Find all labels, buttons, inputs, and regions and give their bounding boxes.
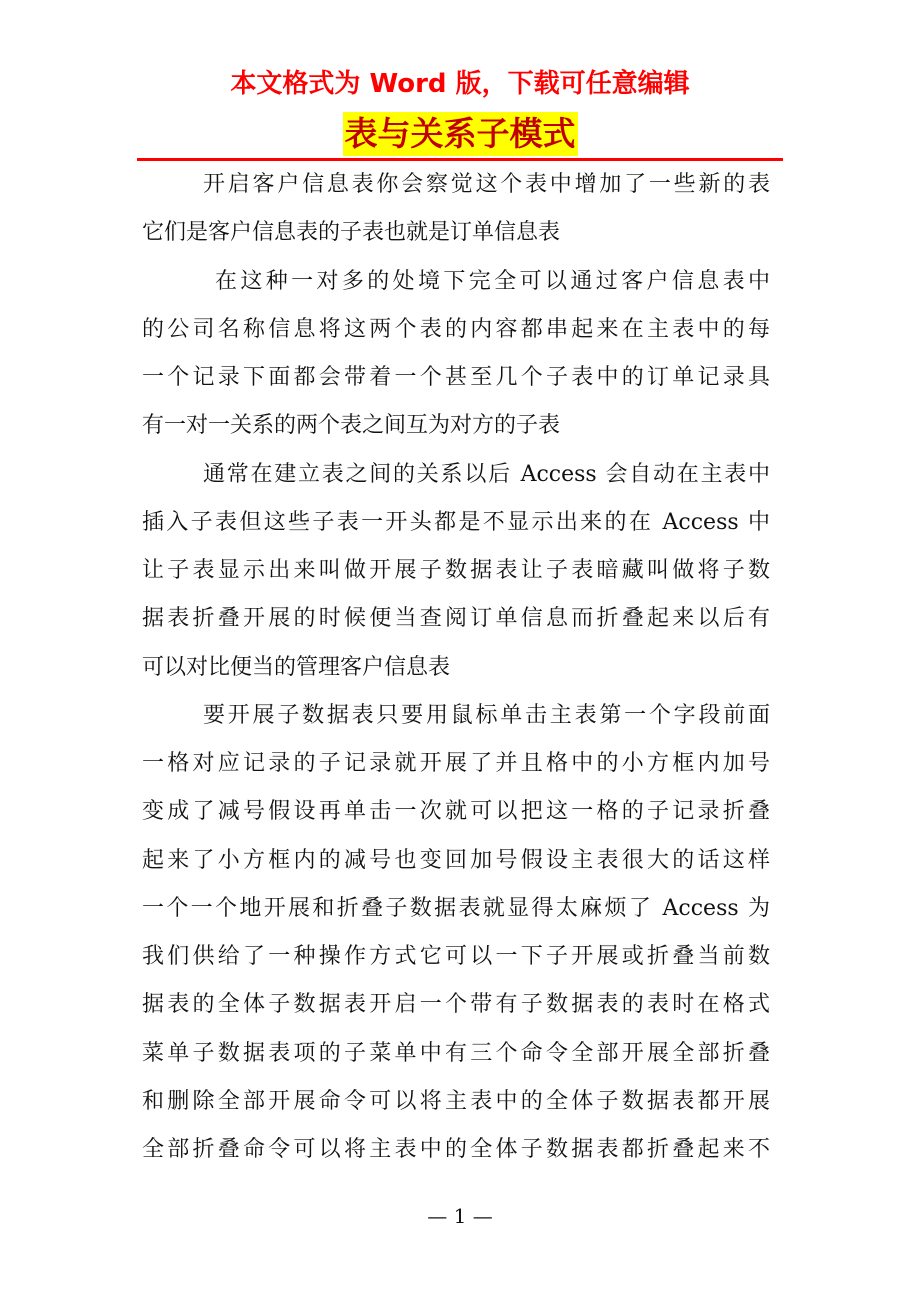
paragraph-line: 开启客户信息表你会察觉这个表中增加了一些新的表	[203, 172, 770, 197]
paragraph-line: 起来了小方框内的减号也变回加号假设主表很大的话这样	[142, 847, 770, 873]
paragraph-line: 在这种一对多的处境下完全可以通过客户信息表中	[215, 268, 770, 294]
paragraph-line: 让子表显示出来叫做开展子数据表让子表暗藏叫做将子数	[142, 558, 770, 583]
paragraph-line: 据表的全体子数据表开启一个带有子数据表的表时在格式	[142, 992, 770, 1018]
paragraph-line: 我们供给了一种操作方式它可以一下子开展或折叠当前数	[142, 944, 770, 969]
paragraph-line: 它们是客户信息表的子表也就是订单信息表	[142, 220, 561, 246]
paragraph-line: 插入子表但这些子表一开头都是不显示出来的在 Access 中	[142, 509, 770, 535]
paragraph-line: 一格对应记录的子记录就开展了并且格中的小方框内加号	[142, 751, 770, 776]
paragraph-line: 一个一个地开展和折叠子数据表就显得太麻烦了 Access 为	[142, 895, 770, 921]
paragraph-line: 的公司名称信息将这两个表的内容都串起来在主表中的每	[142, 316, 770, 342]
paragraph-line: 一个记录下面都会带着一个甚至几个子表中的订单记录具	[142, 365, 770, 390]
title-container	[0, 112, 920, 156]
paragraph-line: 和删除全部开展命令可以将主表中的全体子数据表都开展	[142, 1088, 770, 1114]
paragraph-line: 菜单子数据表项的子菜单中有三个命令全部开展全部折叠	[142, 1040, 770, 1066]
document-body	[142, 161, 770, 1174]
paragraph-line: 要开展子数据表只要用鼠标单击主表第一个字段前面	[203, 702, 770, 728]
paragraph-line: 通常在建立表之间的关系以后 Access 会自动在主表中	[203, 461, 770, 487]
paragraph-line: 变成了减号假设再单击一次就可以把这一格的子记录折叠	[142, 799, 770, 825]
page-number: — 1 —	[427, 1204, 493, 1228]
paragraph-line: 有一对一关系的两个表之间互为对方的子表	[142, 413, 561, 439]
document-title: 表与关系子模式	[343, 112, 578, 156]
paragraph-line: 可以对比便当的管理客户信息表	[142, 654, 451, 680]
download-notice: 本文格式为 Word 版，下载可任意编辑	[230, 69, 690, 99]
paragraph-line: 全部折叠命令可以将主表中的全体子数据表都折叠起来不	[142, 1137, 770, 1162]
paragraph-line: 据表折叠开展的时候便当查阅订单信息而折叠起来以后有	[142, 606, 770, 632]
